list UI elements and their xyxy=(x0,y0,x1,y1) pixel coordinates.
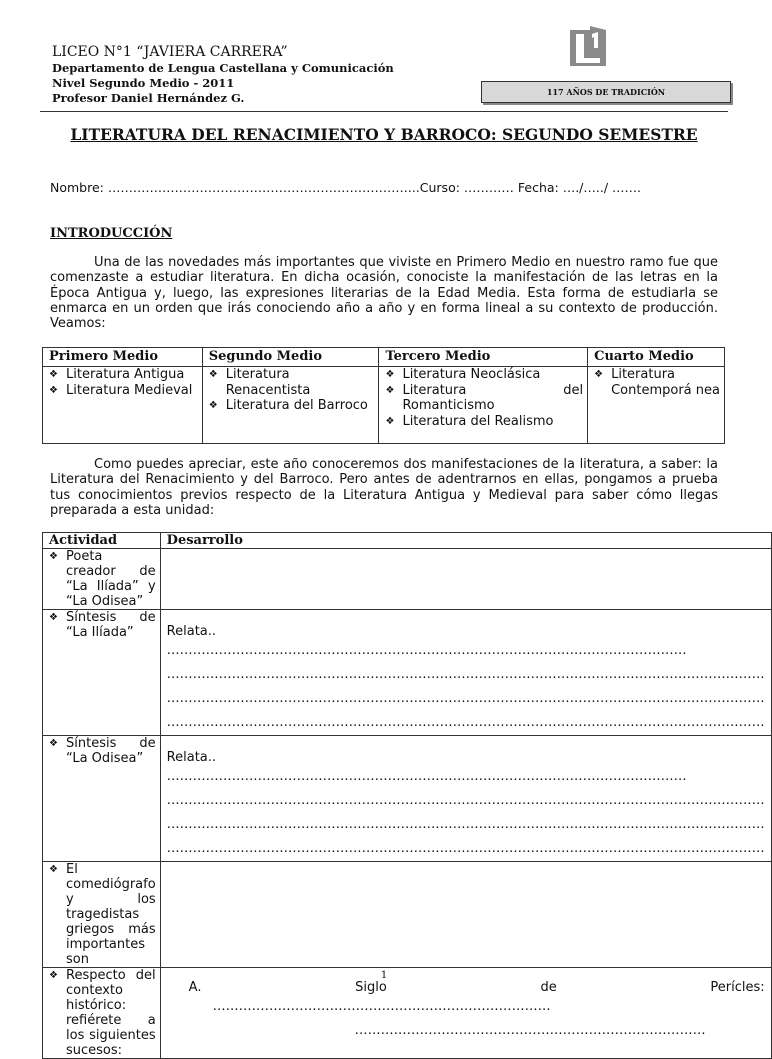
list-item: ❖ Literatura Medieval xyxy=(47,383,198,399)
activity-header-cell: Actividad xyxy=(43,533,161,549)
answer-line[interactable]: ………………………………………………………………………………………………………………………… xyxy=(166,793,765,808)
activity-label: ❖ Respecto del contexto histórico: refiérete a los siguientes sucesos: xyxy=(47,968,156,1058)
answer-line[interactable]: ………………………………………………………………………………………………………… xyxy=(166,769,687,784)
activity-cell xyxy=(43,610,161,736)
level: Nivel Segundo Medio - 2011 xyxy=(52,76,235,90)
list-item: ❖ Literatura Neoclásica xyxy=(383,367,583,383)
answer-cell[interactable] xyxy=(160,968,771,1059)
activity-label: ❖ Síntesis de “La Odisea” xyxy=(47,736,156,766)
school-logo-icon xyxy=(566,26,610,70)
department: Departamento de Lengua Castellana y Comunicación xyxy=(52,61,394,75)
page-number: 1 xyxy=(380,970,388,981)
list-item: ❖ Literatura Antigua xyxy=(47,367,198,383)
levels-cell xyxy=(202,367,379,444)
intro-paragraph-text: Una de las novedades más importantes que viviste en Primero Medio en nuestro ramo fue que comenzaste a estudiar literatura. En dicha ocasión, conociste la manifestación de las letras en la Época Antigua y, luego, las expresiones literarias de la Edad Media. Esta forma de estudiarla se enmarca en un orden que irás conociendo año a año y en forma lineal a su contexto de producción. Veamos: xyxy=(50,255,718,332)
list-item: ❖ Literatura Renacentista xyxy=(207,367,375,398)
school-header xyxy=(52,43,394,106)
tradition-badge: 117 AÑOS DE TRADICIÓN xyxy=(481,81,731,103)
answer-prompt: Relata.. xyxy=(166,750,217,765)
answer-line[interactable]: ……………………………………………………………………… xyxy=(354,1023,706,1038)
page-title: LITERATURA DEL RENACIMIENTO Y BARROCO: SEGUNDO SEMESTRE xyxy=(70,125,698,144)
activity-label: ❖ Poeta creador de “La Ilíada” y “La Odisea” xyxy=(47,549,156,609)
activity-table-header xyxy=(43,533,772,549)
table-row xyxy=(43,610,772,736)
levels-cell xyxy=(43,367,203,444)
answer-line[interactable]: ………………………………………………………………………………………………………………………… xyxy=(166,691,765,706)
header-divider xyxy=(40,111,728,112)
answer-cell[interactable] xyxy=(160,862,771,968)
teacher: Profesor Daniel Hernández G. xyxy=(52,91,245,105)
second-paragraph xyxy=(50,457,718,518)
list-item: ❖ Literatura del Romanticismo xyxy=(383,383,583,414)
answer-line[interactable]: …………………………………………………………………… xyxy=(212,999,551,1014)
list-item: ❖ Literatura Contemporá nea xyxy=(592,367,720,398)
levels-header-cell: Tercero Medio xyxy=(379,348,588,367)
table-row xyxy=(43,736,772,862)
answer-line[interactable]: ………………………………………………………………………………………………………………………… xyxy=(166,817,765,832)
levels-table xyxy=(42,347,725,444)
table-row xyxy=(43,862,772,968)
levels-cell xyxy=(588,367,725,444)
school-name: LICEO N°1 “JAVIERA CARRERA” xyxy=(52,44,288,60)
levels-header-cell: Cuarto Medio xyxy=(588,348,725,367)
answer-prompt: Relata.. xyxy=(166,624,217,639)
intro-heading: INTRODUCCIÓN xyxy=(50,226,173,241)
answer-prompt: A. Siglo de Perícles: xyxy=(188,980,765,995)
list-item: ❖ Literatura del Realismo xyxy=(383,414,583,430)
levels-table-header xyxy=(43,348,725,367)
levels-header-cell: Segundo Medio xyxy=(202,348,379,367)
second-paragraph-text: Como puedes apreciar, este año conoceremos dos manifestaciones de la literatura, a saber: la Literatura del Renacimiento y del Barroco. Pero antes de adentrarnos en ellas, pongamos a prueba tus conocimientos previos respecto de la Literatura Antigua y Medieval para saber cómo llegas preparada a esta unidad: xyxy=(50,457,718,518)
activity-label: ❖ Síntesis de “La Ilíada” xyxy=(47,610,156,640)
activity-cell xyxy=(43,549,161,610)
student-info-line: Nombre: ………………………………………………………………...Curso: ………… Fecha: …./…../ ……. xyxy=(50,180,642,195)
intro-paragraph xyxy=(50,255,718,331)
activity-cell xyxy=(43,862,161,968)
levels-cell xyxy=(379,367,588,444)
activity-label: ❖ El comediógrafo y los tragedistas griegos más importantes son xyxy=(47,862,156,967)
answer-line[interactable]: ………………………………………………………………………………………………………… xyxy=(166,643,687,658)
answer-line[interactable]: ………………………………………………………………………………………………………………………… xyxy=(166,841,765,856)
table-row xyxy=(43,549,772,610)
answer-line[interactable]: ………………………………………………………………………………………………………………………… xyxy=(166,715,765,730)
list-item: ❖ Literatura del Barroco xyxy=(207,398,375,414)
levels-table-row xyxy=(43,367,725,444)
answer-cell[interactable] xyxy=(160,610,771,736)
answer-line[interactable]: ………………………………………………………………………………………………………………………… xyxy=(166,667,765,682)
activity-cell xyxy=(43,968,161,1059)
activity-header-cell: Desarrollo xyxy=(160,533,771,549)
activity-cell xyxy=(43,736,161,862)
answer-cell[interactable] xyxy=(160,549,771,610)
answer-cell[interactable] xyxy=(160,736,771,862)
table-row xyxy=(43,968,772,1059)
levels-header-cell: Primero Medio xyxy=(43,348,203,367)
